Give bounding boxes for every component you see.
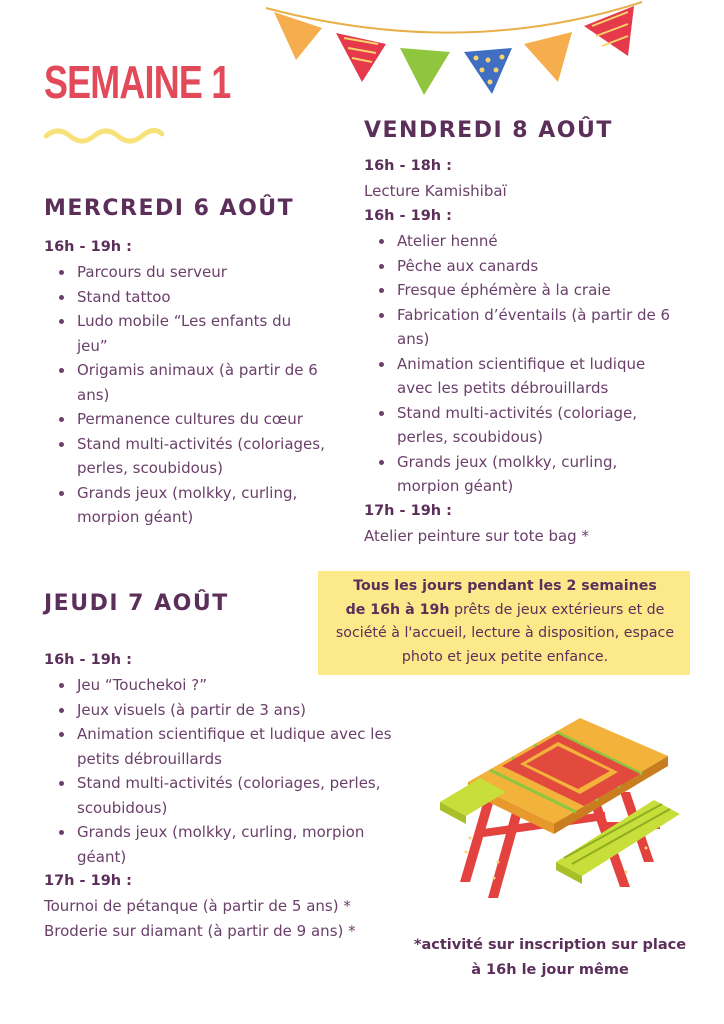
info-box — [318, 571, 690, 675]
list-item: Fresque éphémère à la craie — [364, 278, 684, 303]
list-item: Atelier henné — [364, 229, 684, 254]
friday-text-3: Atelier peinture sur tote bag * — [364, 526, 589, 545]
list-item: Stand tattoo — [44, 285, 354, 310]
wednesday-list — [44, 260, 354, 530]
wednesday-heading: MERCREDI 6 AOÛT — [44, 196, 295, 221]
friday-time-3: 17h - 19h : — [364, 502, 452, 519]
info-box-body: prêts de jeux extérieurs et de société à l'accueil, lecture à disposition, espace photo et jeux petite enfance. — [335, 601, 675, 665]
friday-heading: VENDREDI 8 AOÛT — [364, 118, 613, 143]
list-item: Grands jeux (molkky, curling, morpion géant) — [44, 820, 414, 869]
info-box-text — [330, 575, 680, 669]
friday-list — [364, 229, 684, 499]
friday-time-2: 16h - 19h : — [364, 208, 452, 224]
list-item: Grands jeux (molkky, curling, morpion géant) — [44, 481, 354, 530]
wednesday-time: 16h - 19h : — [44, 239, 132, 255]
thursday-section — [44, 648, 414, 944]
list-item: Stand multi-activités (coloriages, perles, scoubidous) — [44, 771, 414, 820]
thursday-time-1: 16h - 19h : — [44, 652, 132, 668]
info-box-bold-2: de 16h à 19h — [345, 601, 450, 618]
thursday-list — [44, 673, 414, 869]
thursday-heading: JEUDI 7 AOÛT — [44, 591, 229, 616]
flag-blue — [464, 48, 512, 94]
wave-decoration — [44, 124, 164, 144]
list-item: Stand multi-activités (coloriages, perles, scoubidous) — [44, 432, 354, 481]
list-item: Jeux visuels (à partir de 3 ans) — [44, 698, 414, 723]
flag-green — [400, 48, 450, 95]
footnote: *activité sur inscription sur place à 16h le jour même — [413, 937, 687, 978]
picnic-table-illustration — [440, 712, 690, 912]
list-item: Jeu “Touchekoi ?” — [44, 673, 414, 698]
list-item: Animation scientifique et ludique avec les petits débrouillards — [44, 722, 414, 771]
friday-time-1: 16h - 18h : — [364, 158, 452, 174]
list-item: Stand multi-activités (coloriage, perles, scoubidous) — [364, 401, 684, 450]
thursday-line-1: Tournoi de pétanque (à partir de 5 ans) * — [44, 897, 351, 915]
wednesday-section — [44, 235, 354, 530]
friday-text-1: Lecture Kamishibaï — [364, 182, 507, 200]
list-item: Ludo mobile “Les enfants du jeu” — [44, 309, 354, 358]
page-title: SEMAINE 1 — [44, 56, 231, 108]
list-item: Grands jeux (molkky, curling, morpion géant) — [364, 450, 684, 499]
bunting-decoration — [262, 0, 662, 110]
flag-orange-2 — [524, 32, 572, 82]
thursday-line-2: Broderie sur diamant (à partir de 9 ans) * — [44, 922, 356, 940]
list-item: Permanence cultures du cœur — [44, 407, 354, 432]
list-item: Animation scientifique et ludique avec les petits débrouillards — [364, 352, 684, 401]
list-item: Origamis animaux (à partir de 6 ans) — [44, 358, 354, 407]
thursday-time-2: 17h - 19h : — [44, 873, 132, 889]
info-box-bold-1: Tous les jours pendant les 2 semaines — [353, 578, 657, 594]
list-item: Pêche aux canards — [364, 254, 684, 279]
list-item: Parcours du serveur — [44, 260, 354, 285]
friday-section — [364, 154, 684, 549]
list-item: Fabrication d’éventails (à partir de 6 ans) — [364, 303, 684, 352]
